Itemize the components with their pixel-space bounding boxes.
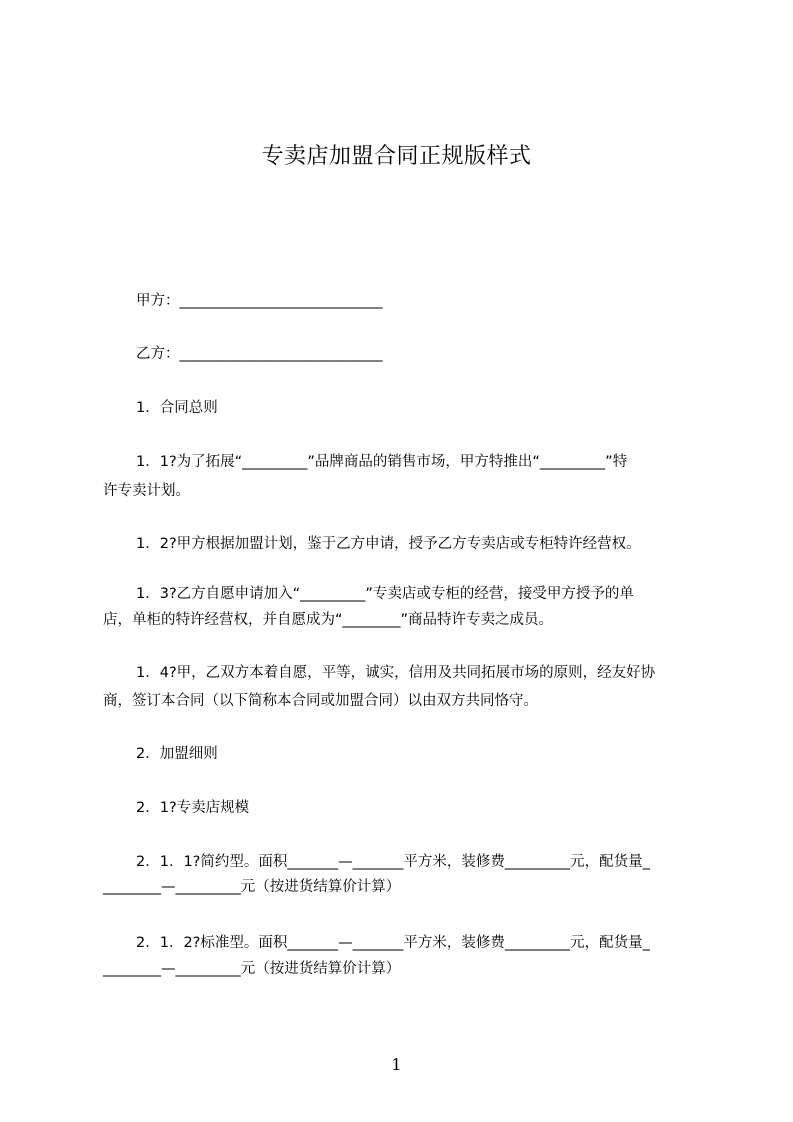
- document-title: 专卖店加盟合同正规版样式: [261, 144, 532, 169]
- clause-1-4-line-2: 商，签订本合同（以下简称本合同或加盟合同）以由双方共同恪守。: [103, 693, 538, 709]
- clause-1-3-line-1: 1．3?乙方自愿申请加入“_________”专卖店或专柜的经营，接受甲方授予的单: [136, 586, 634, 602]
- clause-1-1-line-1: 1．1?为了拓展“_________”品牌商品的销售市场，甲方特推出“_________”特: [136, 454, 628, 470]
- clause-2-1-2-line-1: 2．1．2?标准型。面积_______—_______平方米，装修费_________元，配货量_: [136, 935, 650, 951]
- page-number: 1: [391, 1055, 402, 1074]
- clause-1-2: 1．2?甲方根据加盟计划，鉴于乙方申请，授予乙方专卖店或专柜特许经营权。: [136, 536, 641, 552]
- clause-1-1-line-2: 许专卖计划。: [103, 483, 190, 499]
- section-2-heading: 2．加盟细则: [136, 746, 218, 762]
- clause-2-1-2-line-2: ________—_________元（按进货结算价计算）: [103, 961, 401, 977]
- clause-2-1: 2．1?专卖店规模: [136, 800, 250, 816]
- clause-1-3-line-2: 店，单柜的特许经营权，并自愿成为“________”商品特许专卖之成员。: [103, 612, 554, 628]
- clause-1-4-line-1: 1．4?甲，乙双方本着自愿，平等，诚实，信用及共同拓展市场的原则，经友好协: [136, 665, 656, 681]
- party-b-line: 乙方：____________________________: [136, 346, 383, 362]
- clause-2-1-1-line-1: 2．1．1?简约型。面积_______—_______平方米，装修费_________元，配货量_: [136, 854, 650, 870]
- clause-2-1-1-line-2: ________—_________元（按进货结算价计算）: [103, 879, 401, 895]
- party-a-line: 甲方：____________________________: [136, 293, 383, 309]
- section-1-heading: 1．合同总则: [136, 400, 218, 416]
